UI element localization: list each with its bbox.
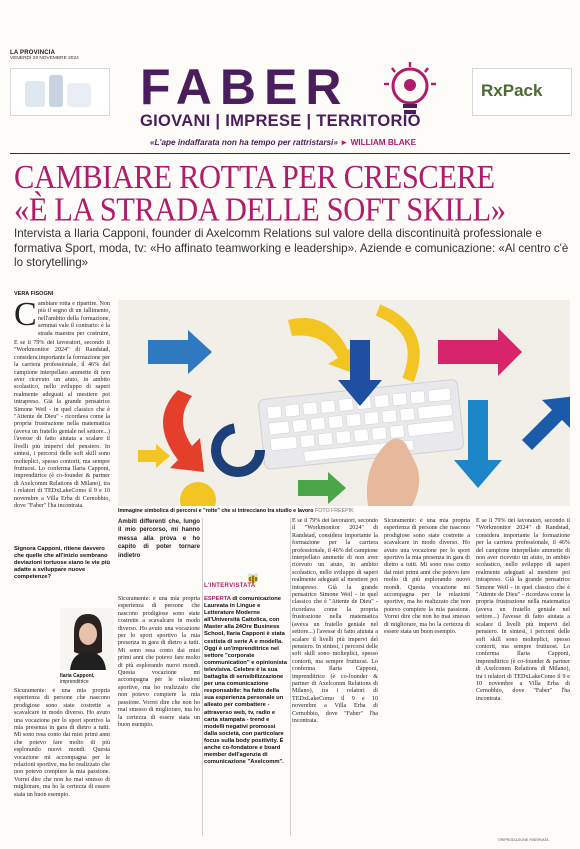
question-1: Signora Capponi, ritiene davvero che quelle che all'inizio sembrano deviazioni tortuose siano le vie più adatte a sviluppare nuove competenze? <box>14 546 110 581</box>
tagline-author: WILLIAM BLAKE <box>350 138 417 147</box>
interviewee-bio <box>204 596 288 836</box>
tagline-separator: ► <box>340 138 351 147</box>
article-column-3: E se il 79% dei lavoratori, secondo il "Workmonitor 2024" di Randstad, considera importante la formazione per la carriera professionale, il 46% del campione interpellato ammette di non aver ricevuto un aiuto, in ambito scolastico, nello sviluppo di saperi realmente adeguati al mestiere poi intrapreso. Già la grande pensatrice Simone Weil - in quel classico che è "Attente de Dieu" - ricordava come la propria frustrazione nella matematica (aveva un fratello geniale nel settore...) l'avesse di fatto aiutata a scalare il livelli più impervi del pensiero. In sintesi, i percorsi delle soft skill sono molteplici, spesso contorti, ma sempre fruttuosi. Lo conferma Ilaria Capponi, imprenditrice (è co-founder & partner di Axelcomm Relations di Milano), tra i relatori di TEDxLakeComo il 9 e 10 novembre a Villa Erba di Cernobbio, dove "Faber" l'ha incontrata. <box>292 518 378 724</box>
headline-line-2: «È LA STRADA DELLE SOFT SKILL» <box>14 190 506 229</box>
tagline-quote: «L'ape indaffarata non ha tempo per rattristarsi» <box>150 138 338 147</box>
article-column-1: E se il 79% dei lavoratori, secondo il "Workmonitor 2024" di Randstad, considera importante la formazione per la carriera professionale, il 46% del campione interpellato ammette di non aver ricevuto un aiuto, in ambito scolastico, nello sviluppo di saperi realmente adeguati al mestiere poi intrapreso. Già la grande pensatrice Simone Weil - in quel classico che è "Attente de Dieu" - ricordava come la propria frustrazione nella matematica (aveva un fratello geniale nel settore...) l'avesse di fatto aiutata a scalare il livelli più impervi del pensiero. In sintesi, i percorsi delle soft skill sono molteplici, spesso contorti, ma sempre fruttuosi. Lo conferma Ilaria Capponi, imprenditrice (è co-founder & partner di Axelcomm Relations di Milano), tra i relatori di TEDxLakeComo il 9 e 10 novembre a Villa Erba di Cernobbio, dove "Faber" l'ha incontrata. <box>14 340 110 509</box>
portrait-image <box>60 608 114 670</box>
article-intro-wrap: ambiare rotta e ripartire. Non più il segno di un fallimento, nell'ambito della formazione, semmai vale il contrario: è la strada maestra per costruire, <box>38 301 110 337</box>
bio-text: di comunicazione Laureata in Lingue e Letterature Moderne all'Università Cattolica, con Master alla 24Ore Business School, Ilaria Capponi è stata cestista di serie A e modella. Oggi è un'imprenditrice nel settore "corporate communication" e opinionista televisiva. Celebre è la sua battaglia di sensibilizzazione per una comunicazione responsabile: ha fatto della sua esperienza personale un alleato per combattere - attraverso web, tv, radio e carta stampata - trend e modelli negativi promossi dalla società, con particolare focus sulla body positivity. È anche co-fondatore e board member dell'agenzia di comunicazione "Axelcomm". <box>204 596 287 766</box>
article-headline <box>14 157 570 229</box>
right-ad-logo: RxPack <box>481 81 543 100</box>
column-divider-2 <box>290 518 291 836</box>
copyright-note: ©RIPRODUZIONE RISERVATA <box>498 838 549 842</box>
magazine-title: FABER <box>140 59 350 115</box>
article-column-2-top <box>118 518 200 590</box>
answer-1: Sicuramente: è una mia propria esperienza di persone che nascono prodigiose sono state costrette a scavalcare in modo diverso. Ho avuto una vocazione per lo sport sportivo la mia presenza in gara di dietro a tutti. Mi sono resa conto dai miei primi anni che potevo fare molto di più esplorando nuovi mondi. Questa vocazione mi accompagna per le relazioni sportive, ma ho realizzato che non potevo compiere la mia passione. Vorrei dire che non ho mai smesso di migliorare, ma ho la certezza di essere stata un buon esempio. <box>14 688 110 798</box>
interview-label: L'INTERVISTATA <box>204 583 256 589</box>
masthead-divider <box>10 153 570 154</box>
article-column-2: Sicuramente: è una mia propria esperienza di persone che nascono prodigiose sono state costrette a scavalcare in modo diverso. Ho avuto una vocazione per lo sport sportivo la mia presenza in gara di dietro a tutti. Mi sono resa conto dai miei primi anni che potevo fare molto di più esplorando nuovi mondi. Questa vocazione mi accompagna per le relazioni sportive, ma ho realizzato che non potevo compiere la mia passione. Vorrei dire che non ho mai smesso di migliorare, ma ho la certezza di essere stata un buon esempio. <box>118 596 200 728</box>
ad-product-icon <box>11 69 109 115</box>
portrait-name: Ilaria Capponi, <box>60 673 95 679</box>
portrait-photo <box>60 608 114 670</box>
article-byline: VERA FISOGNI <box>14 291 54 297</box>
article-column-4: Sicuramente: è una mia propria esperienza di persone che nascono prodigiose sono state costrette a scavalcare in modo diverso. Ho avuto una vocazione per lo sport sportivo la mia presenza in gara di dietro a tutti. Mi sono resa conto dai miei primi anni che potevo fare molto di più esplorando nuovi mondi. Questa vocazione mi accompagna per le relazioni sportive, ma ho realizzato che non potevo compiere la mia passione. Vorrei dire che non ho mai smesso di migliorare, ma ho la certezza di essere stata un buon esempio. <box>384 518 470 636</box>
bio-lead: ESPERTA <box>204 596 231 602</box>
magazine-subtitle: GIOVANI | IMPRESE | TERRITORIO <box>140 112 421 130</box>
publication-date: VENERDÌ 29 NOVEMBRE 2024 <box>10 56 79 62</box>
colorful-arrows-keyboard-image <box>118 300 570 506</box>
publication-name: LA PROVINCIA <box>10 50 56 56</box>
right-ad <box>472 68 572 116</box>
portrait-role: imprenditrice <box>60 679 89 685</box>
article-photo <box>118 300 570 506</box>
caption-text: Immagine simbolica di percorsi e "rotte" che si intrecciano tra studio e lavoro <box>118 508 314 514</box>
drop-cap: C <box>14 296 37 333</box>
photo-caption <box>118 508 354 514</box>
tagline <box>150 138 416 147</box>
headline-line-1: CAMBIARE ROTTA PER CRESCERE <box>14 157 495 196</box>
portrait-caption <box>60 673 94 685</box>
article-standfirst: Intervista a Ilaria Capponi, founder di Axelcomm Relations sul valore della discontinuità professionale e formativa Sport, moda, tv: «Ho affinato teamworking e leadership». Aziende e comunicazione: «Al centro c'è lo storytelling» <box>14 227 569 269</box>
column-divider-1 <box>202 518 203 836</box>
caption-credit: FOTO FREEPIK <box>314 508 354 514</box>
answer-1-wrap <box>60 580 110 606</box>
masthead-publication <box>10 50 79 61</box>
lightbulb-gear-icon <box>380 60 440 120</box>
left-ad <box>10 68 110 116</box>
article-column-5: E se il 79% dei lavoratori, secondo il "Workmonitor 2024" di Randstad, considera importante la formazione per la carriera professionale, il 46% del campione interpellato ammette di non aver ricevuto un aiuto, in ambito scolastico, nello sviluppo di saperi realmente adeguati al mestiere poi intrapreso. Già la grande pensatrice Simone Weil - in quel classico che è "Attente de Dieu" - ricordava come la propria frustrazione nella matematica (aveva un fratello geniale nel settore...) l'avesse di fatto aiutata a scalare il livelli più impervi del pensiero. In sintesi, i percorsi delle soft skill sono molteplici, spesso contorti, ma sempre fruttuosi. Lo conferma Ilaria Capponi, imprenditrice (è co-founder & partner di Axelcomm Relations di Milano), tra i relatori di TEDxLakeComo il 9 e 10 novembre a Villa Erba di Cernobbio, dove "Faber" l'ha incontrata. <box>476 518 570 702</box>
answer-2: Ambiti differenti che, lungo il mio percorso, mi hanno messa alla prova e ho capito di poter tornare indietro <box>118 518 200 559</box>
